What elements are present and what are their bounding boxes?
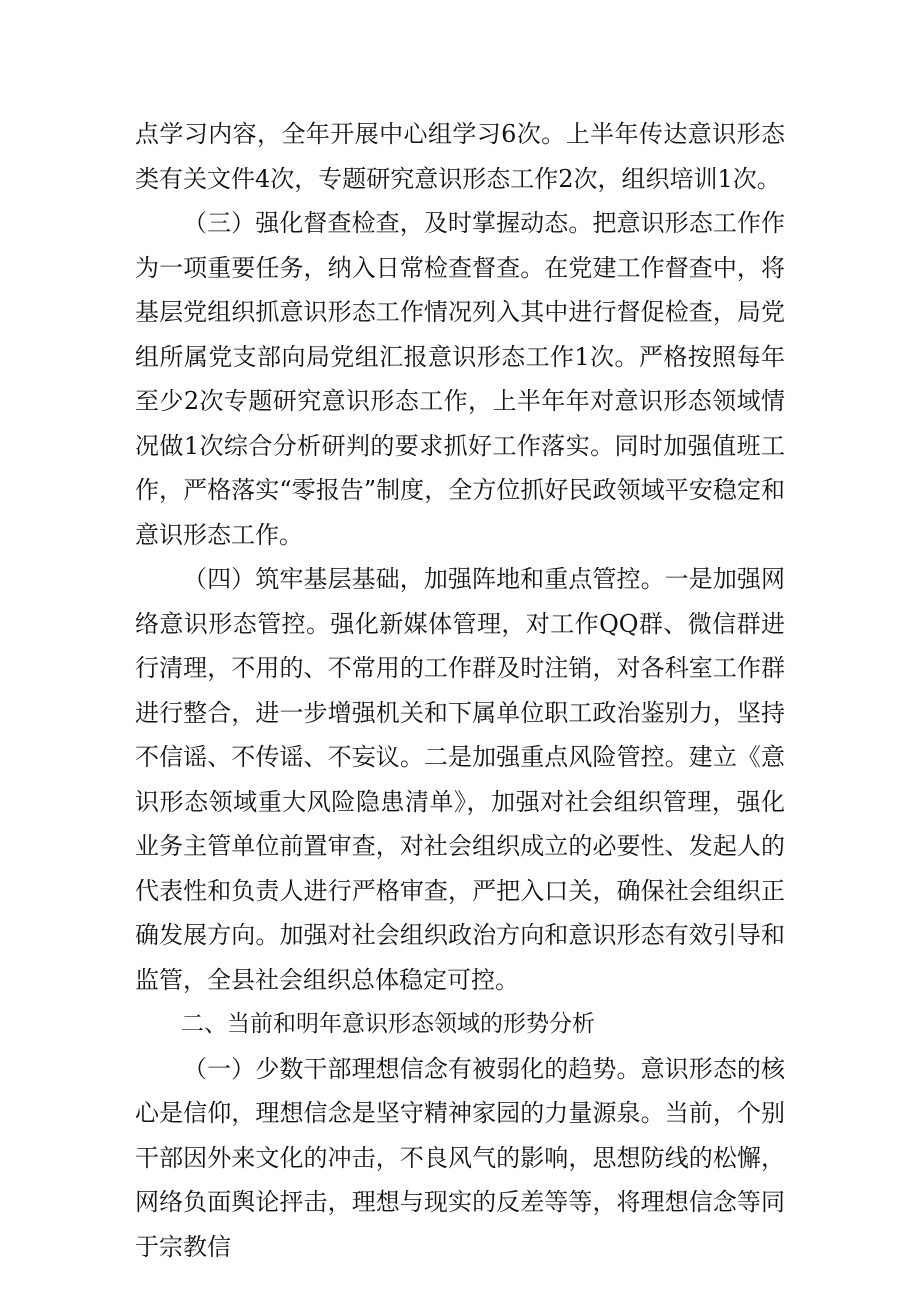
paragraph-supervision-inspection: （三）强化督查检查，及时掌握动态。把意识形态工作作为一项重要任务，纳入日常检查督查。在党建工作督查中，将基层党组织抓意识形态工作情况列入其中进行督促检查，局党组所属党支部向局党组汇报意识形态工作1次。严格按照每年至少2次专题研究意识形态工作，上半年年对意识形态领域情况做1次综合分析研判的要求抓好工作落实。同时加强值班工作，严格落实“零报告”制度，全方位抓好民政领域平安稳定和意识形态工作。 [135, 209, 785, 549]
paragraph-ideals-beliefs: （一）少数干部理想信念有被弱化的趋势。意识形态的核心是信仰，理想信念是坚守精神家园的力量源泉。当前，个别干部因外来文化的冲击，不良风气的影响，思想防线的松懈，网络负面舆论抨击，理想与现实的反差等等，将理想信念等同于宗教信 [135, 1054, 785, 1261]
section-heading: 二、当前和明年意识形态领域的形势分析 [181, 1011, 595, 1037]
document-body [135, 112, 785, 1269]
paragraph-continuation: 点学习内容，全年开展中心组学习6次。上半年传达意识形态类有关文件4次，专题研究意识形态工作2次，组织培训1次。 [135, 120, 785, 193]
paragraph-grassroots-control: （四）筑牢基层基础，加强阵地和重点管控。一是加强网络意识形态管控。强化新媒体管理，对工作QQ群、微信群进行清理，不用的、不常用的工作群及时注销，对各科室工作群进行整合，进一步增强机关和下属单位职工政治鉴别力，坚持不信谣、不传谣、不妄议。二是加强重点风险管控。建立《意识形态领域重大风险隐患清单》，加强对社会组织管理，强化业务主管单位前置审查，对社会组织成立的必要性、发起人的代表性和负责人进行严格审查，严把入口关，确保社会组织正确发展方向。加强对社会组织政治方向和意识形态有效引导和监管，全县社会组织总体稳定可控。 [135, 565, 785, 994]
